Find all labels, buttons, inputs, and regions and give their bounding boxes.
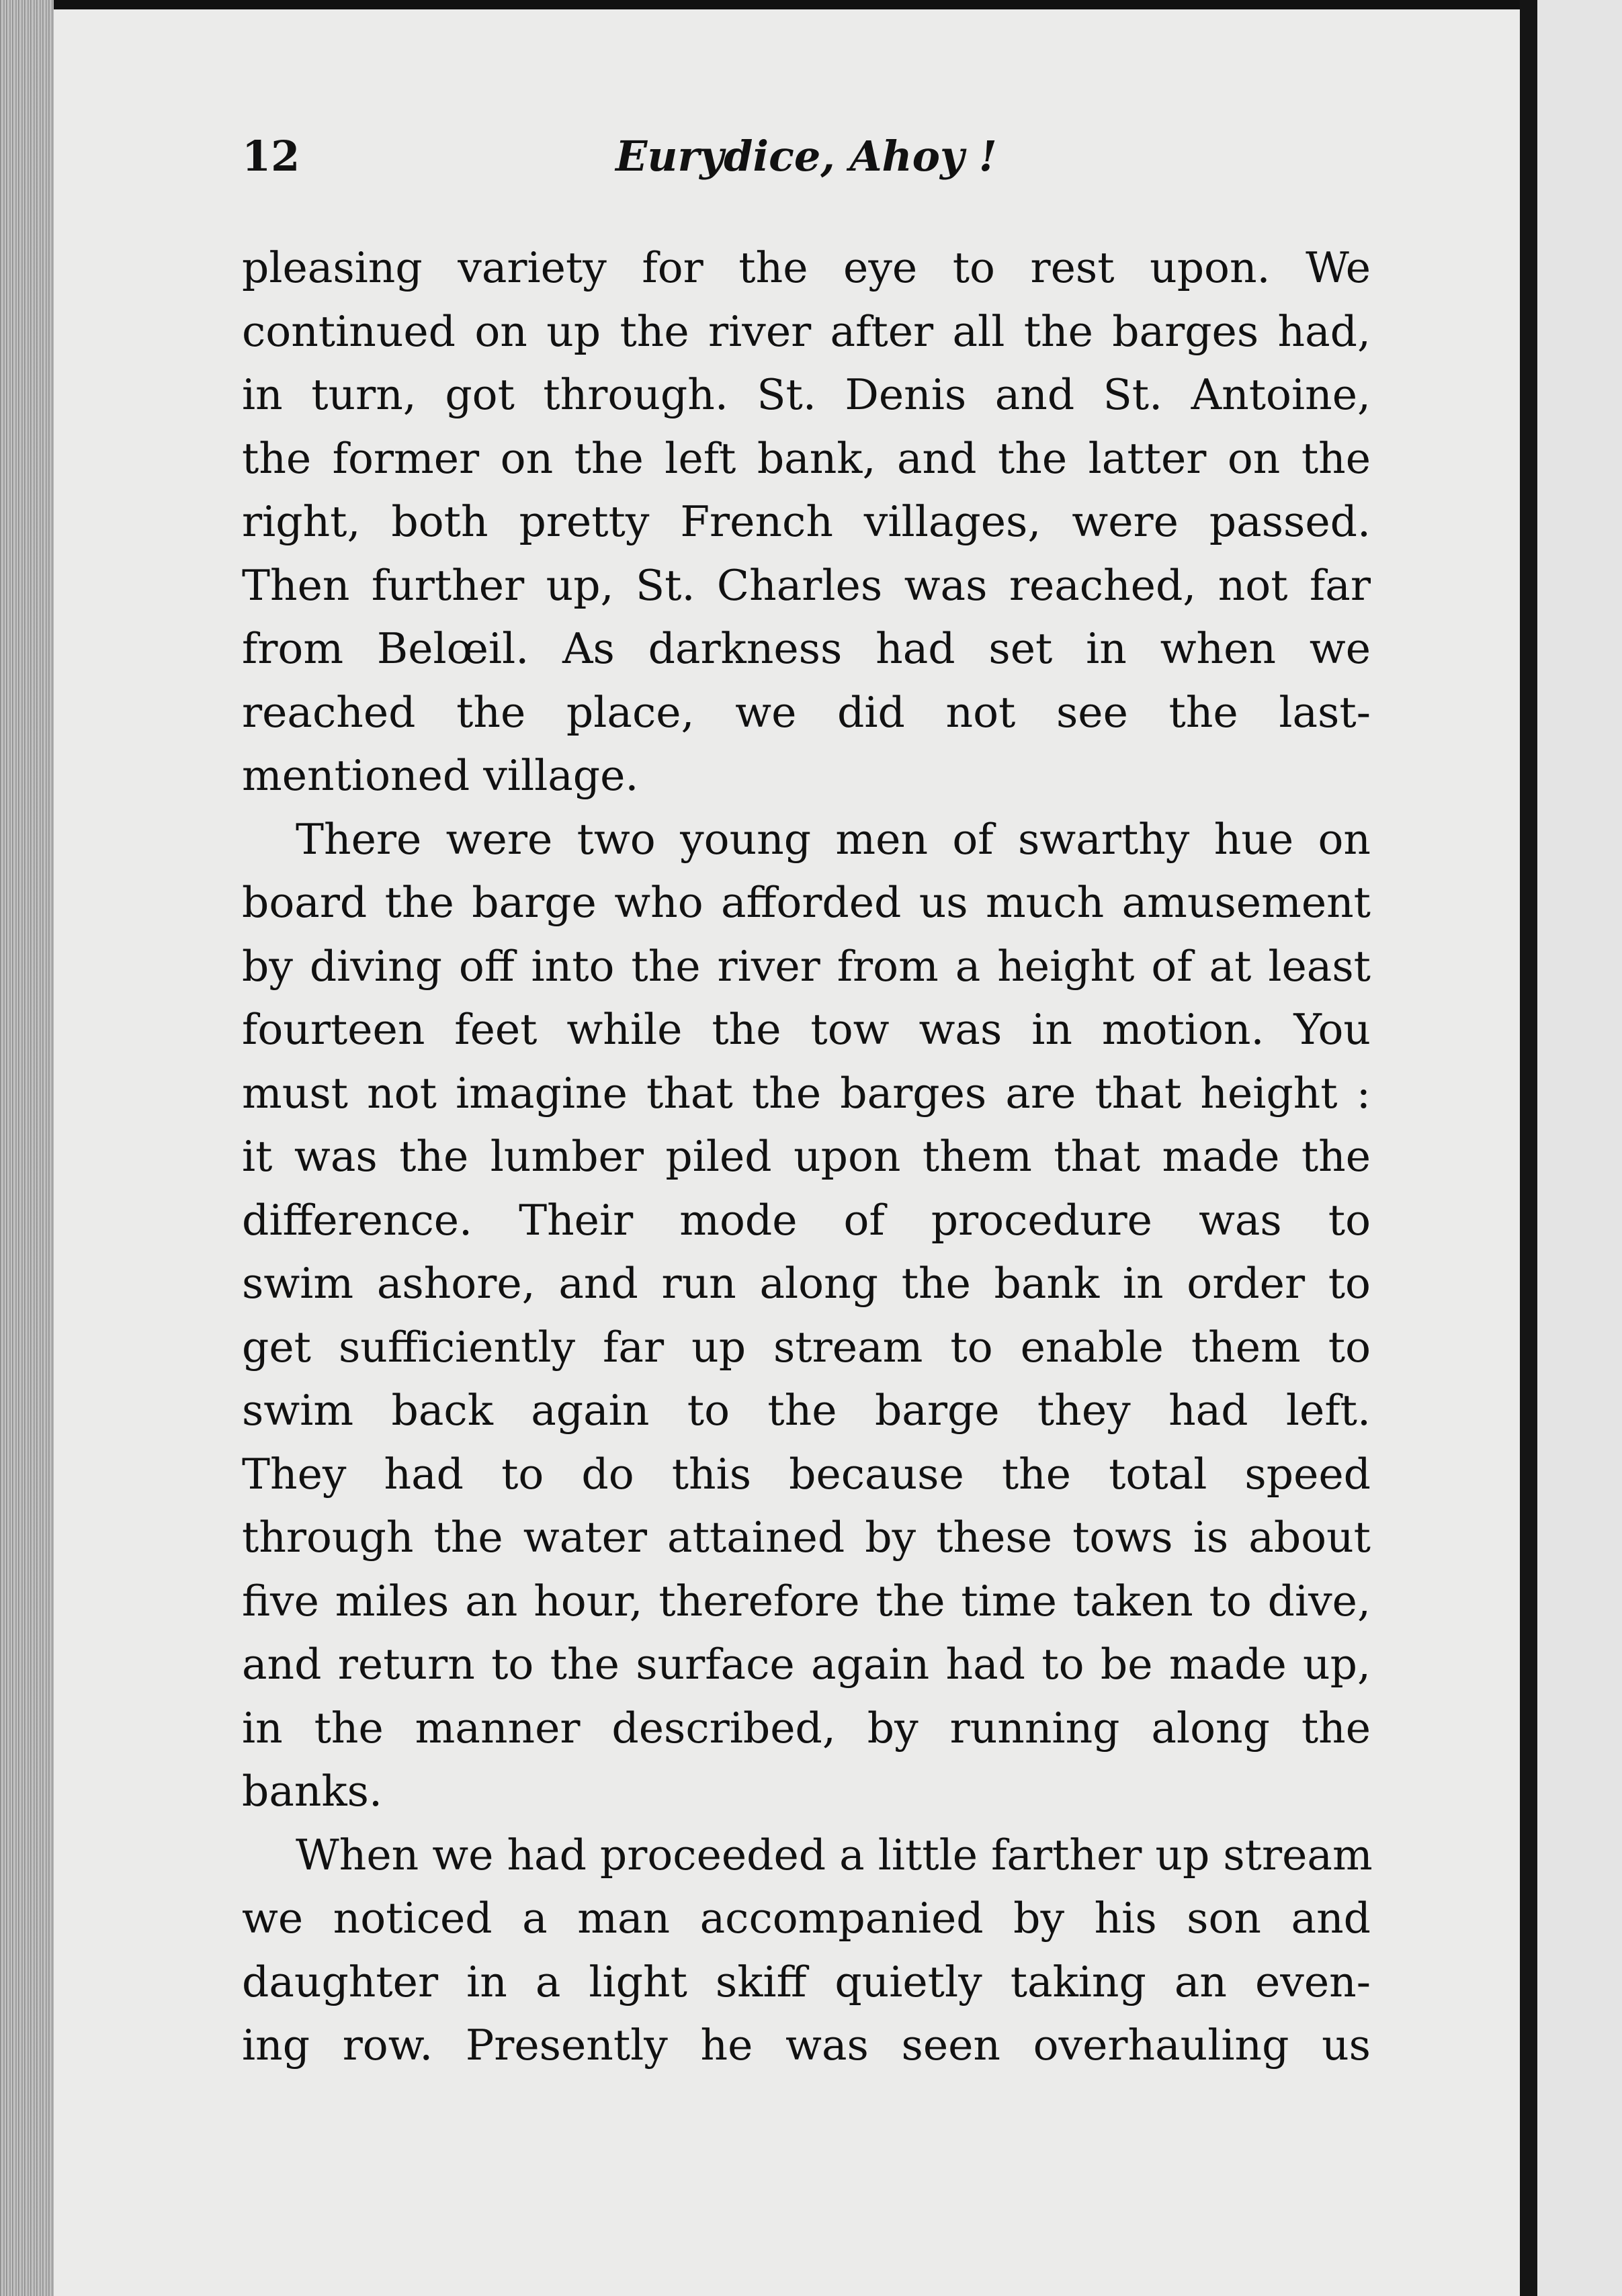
text-line: swim ashore, and run along the bank in order to [242, 1259, 1371, 1308]
text-line: There were two young men of swarthy hue on [296, 814, 1371, 864]
text-line: the former on the left bank, and the latter on the [242, 433, 1371, 483]
text-line: daughter in a light skiff quietly taking an even- [242, 1957, 1371, 2006]
text-line: in turn, got through. St. Denis and St. Antoine, [242, 370, 1371, 419]
text-line: right, both pretty French villages, were passed. [242, 497, 1371, 546]
text-line: five miles an hour, therefore the time taken to dive, [242, 1576, 1371, 1626]
body-text [242, 236, 1371, 2078]
text-line: it was the lumber piled upon them that made the [242, 1132, 1371, 1181]
scan-gutter-shadow [1520, 0, 1537, 2296]
text-line: by diving off into the river from a height of at least [242, 941, 1371, 991]
text-line: ing row. Presently he was seen overhauling us [242, 2021, 1371, 2070]
text-line: and return to the surface again had to be made up, [242, 1640, 1371, 1689]
text-line: mentioned village. [242, 751, 639, 800]
text-line: we noticed a man accompanied by his son and [242, 1894, 1371, 1943]
text-line: difference. Their mode of procedure was to [242, 1195, 1371, 1245]
text-line: reached the place, we did not see the last- [242, 687, 1371, 737]
text-line: swim back again to the barge they had left. [242, 1386, 1371, 1435]
page-header [242, 132, 1371, 192]
text-line: through the water attained by these tows is about [242, 1513, 1371, 1562]
book-page-edges [0, 0, 54, 2296]
text-line: They had to do this because the total speed [242, 1449, 1371, 1499]
page-number: 12 [242, 132, 300, 181]
text-line: from Belœil. As darkness had set in when we [242, 624, 1371, 673]
text-line: must not imagine that the barges are that height : [242, 1068, 1371, 1118]
text-line: When we had proceeded a little farther up stream [296, 1830, 1373, 1880]
running-title: Eurydice, Ahoy ! [615, 132, 997, 181]
scan-top-border [0, 0, 1622, 9]
text-line: banks. [242, 1767, 382, 1816]
text-line: board the barge who afforded us much amusement [242, 878, 1371, 927]
text-line: pleasing variety for the eye to rest upon. We [242, 243, 1371, 292]
text-line: get sufficiently far up stream to enable them to [242, 1322, 1371, 1372]
text-line: Then further up, St. Charles was reached, not far [242, 560, 1371, 610]
text-line: fourteen feet while the tow was in motion. You [242, 1005, 1371, 1054]
text-line: continued on up the river after all the barges had, [242, 306, 1371, 356]
text-line: in the manner described, by running along the [242, 1703, 1371, 1753]
facing-page-edge [1537, 0, 1622, 2296]
